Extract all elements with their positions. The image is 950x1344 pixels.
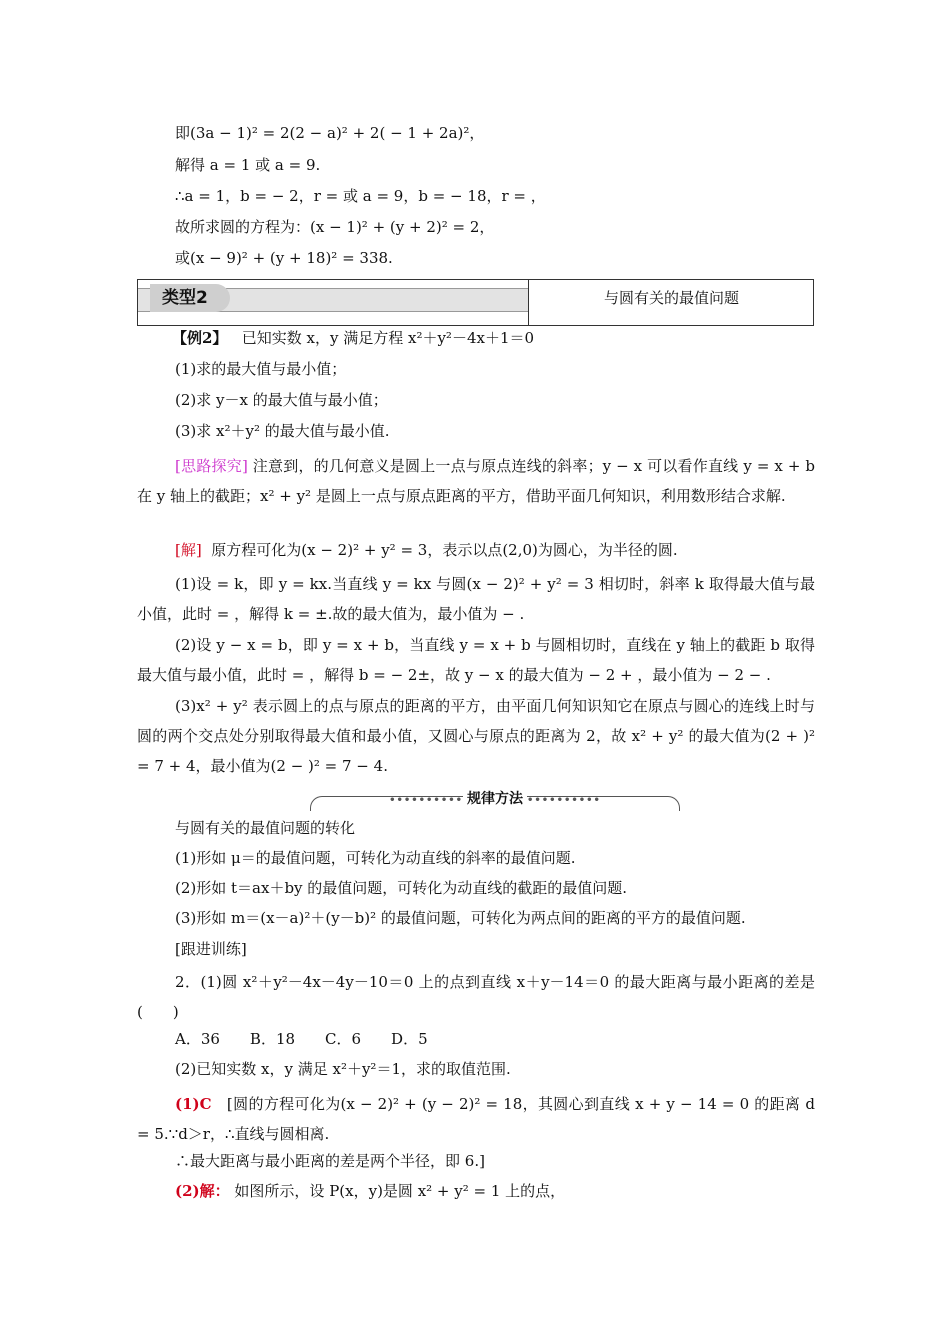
answer-1 xyxy=(137,1089,815,1149)
answer-1-text: [圆的方程可化为(x − 2)² + (y − 2)² = 18，其圆心到直线 x + y − 14 = 0 的距离 d = 5.∵d＞r，∴直线与圆相离. xyxy=(137,1095,815,1143)
idea-paragraph xyxy=(137,451,815,511)
type-header xyxy=(137,280,814,326)
example-q1: (1)求的最大值与最小值； xyxy=(175,360,347,378)
example-text: 已知实数 x，y 满足方程 x²＋y²－4x＋1＝0 xyxy=(241,329,535,347)
idea-label: [思路探究] xyxy=(175,457,248,475)
answer-1-cont: ∴最大距离与最小距离的差是两个半径，即 6.] xyxy=(175,1152,485,1170)
method-label: 规律方法 xyxy=(463,791,527,807)
example-label: 【例2】 xyxy=(172,329,228,347)
answer-2 xyxy=(175,1181,565,1201)
solution-intro-text: 原方程可化为(x − 2)² + y² = 3，表示以点(2,0)为圆心，为半径的圆. xyxy=(211,541,678,559)
method-banner xyxy=(310,790,680,812)
dots-decoration: •••••••••• xyxy=(527,795,601,806)
idea-text: 注意到，的几何意义是圆上一点与原点连线的斜率；y − x 可以看作直线 y = x + b 在 y 轴上的截距；x² + y² 是圆上一点与原点距离的平方，借助平面几何知识，利用数形结合求解. xyxy=(137,457,815,505)
solution-label: [解] xyxy=(175,541,202,559)
example-q2: (2)求 y－x 的最大值与最小值； xyxy=(175,391,388,409)
practice-label: [跟进训练] xyxy=(175,940,247,958)
solution-part3: (3)x² + y² 表示圆上的点与原点的距离的平方，由平面几何知识知它在原点与圆心的连线上时与圆的两个交点处分别取得最大值和最小值，又圆心与原点的距离为 2，故 x² + y² 的最大值为(2 + )² = 7 + 4，最小值为(2 − )² = 7 − 4. xyxy=(137,697,815,775)
dots-decoration: •••••••••• xyxy=(389,795,463,806)
practice-q1: 2．(1)圆 x²＋y²－4x－4y－10＝0 上的点到直线 x＋y－14＝0 的最大距离与最小距离的差是( ) xyxy=(137,973,815,1021)
solution-intro xyxy=(175,540,678,560)
solution-line: 或(x − 9)² + (y + 18)² = 338. xyxy=(175,249,393,267)
method-title: 与圆有关的最值问题的转化 xyxy=(175,819,356,837)
method-item: (3)形如 m＝(x－a)²＋(y－b)² 的最值问题，可转化为两点间的距离的平方的最值问题. xyxy=(175,909,746,927)
solution-line: 故所求圆的方程为：(x − 1)² + (y + 2)² = 2， xyxy=(175,218,495,236)
answer-1-label: (1)C xyxy=(175,1095,212,1113)
practice-q2: (2)已知实数 x，y 满足 x²＋y²＝1，求的取值范围. xyxy=(175,1060,511,1078)
method-item: (1)形如 μ＝的最值问题，可转化为动直线的斜率的最值问题. xyxy=(175,849,576,867)
type-title: 与圆有关的最值问题 xyxy=(603,289,739,307)
answer-2-text: 如图所示，设 P(x，y)是圆 x² + y² = 1 上的点， xyxy=(234,1182,566,1200)
solution-line: ∴a = 1，b = − 2，r = 或 a = 9，b = − 18，r = ， xyxy=(175,187,546,205)
example-q3: (3)求 x²＋y² 的最大值与最小值. xyxy=(175,422,390,440)
solution-part2: (2)设 y − x = b，即 y = x + b，当直线 y = x + b 与圆相切时，直线在 y 轴上的截距 b 取得最大值与最小值，此时 = ，解得 b = − 2±，故 y − x 的最大值为 − 2 + ，最小值为 − 2 − . xyxy=(137,636,815,684)
solution-line: 即(3a − 1)² = 2(2 − a)² + 2( − 1 + 2a)²， xyxy=(175,124,485,142)
solution-part1: (1)设 = k，即 y = kx.当直线 y = kx 与圆(x − 2)² + y² = 3 相切时，斜率 k 取得最大值与最小值，此时 = ，解得 k = ±.故的最大值为，最小值为 − . xyxy=(137,575,815,623)
answer-2-label: (2)解： xyxy=(175,1182,230,1200)
example-stem xyxy=(172,328,534,348)
practice-options: A．36 B．18 C．6 D．5 xyxy=(175,1030,428,1048)
solution-line: 解得 a = 1 或 a = 9. xyxy=(175,156,321,174)
type-tag: 类型2 xyxy=(150,284,230,312)
method-item: (2)形如 t＝ax＋by 的最值问题，可转化为动直线的截距的最值问题. xyxy=(175,879,628,897)
